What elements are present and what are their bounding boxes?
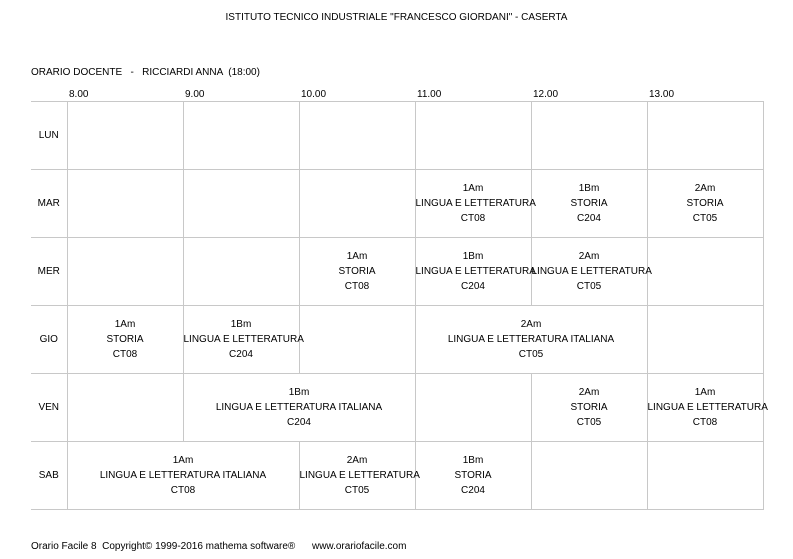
empty-slot	[183, 170, 299, 238]
empty-slot	[183, 102, 299, 170]
lesson-class: 1Am	[462, 183, 484, 194]
lesson-subject: STORIA	[686, 198, 724, 209]
lesson-subject: STORIA	[570, 198, 608, 209]
empty-slot	[299, 170, 415, 238]
empty-slot	[647, 442, 763, 510]
hour-label: 9.00	[185, 89, 205, 100]
empty-slot	[299, 306, 415, 374]
day-label: MAR	[31, 170, 67, 238]
lesson-subject: LINGUA E LETTERATURA	[299, 470, 420, 481]
empty-slot	[531, 102, 647, 170]
lesson-subject: STORIA	[106, 334, 144, 345]
lesson-subject: STORIA	[338, 266, 376, 277]
school-title: ISTITUTO TECNICO INDUSTRIALE "FRANCESCO GIORDANI" - CASERTA	[225, 12, 568, 23]
lesson-subject: LINGUA E LETTERATURA	[183, 334, 304, 345]
lesson-room: C204	[287, 417, 311, 428]
lesson-class: 2Am	[578, 251, 600, 262]
day-row	[31, 374, 763, 442]
lesson-cell	[299, 238, 415, 306]
hour-label: 10.00	[301, 89, 327, 100]
lesson-cell	[67, 442, 299, 510]
empty-slot	[67, 170, 183, 238]
day-label: GIO	[31, 306, 67, 374]
empty-slot	[647, 306, 763, 374]
lesson-room: C204	[461, 281, 485, 292]
lesson-cell	[183, 374, 415, 442]
lesson-subject: STORIA	[454, 470, 492, 481]
lesson-class: 1Bm	[578, 183, 600, 194]
lesson-class: 1Am	[114, 319, 136, 330]
lesson-room: C204	[461, 485, 485, 496]
lesson-room: C204	[577, 213, 601, 224]
hour-label: 13.00	[649, 89, 675, 100]
day-label: MER	[31, 238, 67, 306]
empty-slot	[415, 102, 531, 170]
empty-slot	[531, 442, 647, 510]
empty-slot	[67, 374, 183, 442]
empty-slot	[67, 102, 183, 170]
lesson-class: 1Am	[346, 251, 368, 262]
lesson-room: CT08	[170, 485, 196, 496]
lesson-room: CT05	[576, 417, 602, 428]
lesson-cell	[531, 374, 647, 442]
lesson-cell	[415, 170, 536, 238]
lesson-cell	[415, 238, 536, 306]
lesson-class: 1Am	[694, 387, 716, 398]
lesson-class: 2Am	[578, 387, 600, 398]
lesson-subject: LINGUA E LETTERATURA ITALIANA	[447, 334, 615, 345]
hour-label: 8.00	[69, 89, 89, 100]
lesson-class: 2Am	[694, 183, 716, 194]
lesson-cell	[531, 238, 652, 306]
hour-label: 11.00	[417, 89, 442, 100]
lesson-cell	[647, 170, 763, 238]
lesson-class: 1Bm	[288, 387, 310, 398]
day-row	[31, 238, 763, 306]
lesson-cell	[67, 306, 183, 374]
lesson-cell	[415, 306, 647, 374]
day-row	[31, 170, 763, 238]
timetable-grid	[31, 101, 768, 510]
copyright-footer: Orario Facile 8 Copyright© 1999-2016 mathema software® www.orariofacile.com	[31, 541, 407, 552]
lesson-subject: LINGUA E LETTERATURA ITALIANA	[99, 470, 267, 481]
lesson-room: CT08	[112, 349, 138, 360]
day-label: VEN	[31, 374, 67, 442]
empty-slot	[647, 102, 763, 170]
lesson-room: CT08	[460, 213, 486, 224]
empty-slot	[647, 238, 763, 306]
lesson-subject: STORIA	[570, 402, 608, 413]
lesson-cell	[299, 442, 420, 510]
lesson-subject: LINGUA E LETTERATURA	[647, 402, 768, 413]
lesson-room: CT05	[576, 281, 602, 292]
lesson-class: 2Am	[346, 455, 368, 466]
empty-slot	[67, 238, 183, 306]
lesson-room: CT05	[692, 213, 718, 224]
day-label: LUN	[31, 102, 67, 170]
teacher-schedule-label: ORARIO DOCENTE - RICCIARDI ANNA (18:00)	[31, 67, 260, 78]
empty-slot	[415, 374, 531, 442]
empty-slot	[183, 238, 299, 306]
lesson-room: CT08	[692, 417, 718, 428]
lesson-class: 1Am	[172, 455, 194, 466]
lesson-subject: LINGUA E LETTERATURA	[415, 198, 536, 209]
lesson-class: 1Bm	[462, 251, 484, 262]
day-row	[31, 306, 763, 374]
lesson-cell	[183, 306, 304, 374]
lesson-class: 1Bm	[230, 319, 252, 330]
lesson-room: C204	[229, 349, 253, 360]
lesson-class: 1Bm	[462, 455, 484, 466]
lesson-cell	[531, 170, 647, 238]
lesson-room: CT05	[344, 485, 370, 496]
lesson-cell	[415, 442, 531, 510]
day-label: SAB	[31, 442, 67, 510]
day-row	[31, 102, 763, 170]
lesson-subject: LINGUA E LETTERATURA	[531, 266, 652, 277]
lesson-class: 2Am	[520, 319, 542, 330]
lesson-cell	[647, 374, 768, 442]
hour-label: 12.00	[533, 89, 559, 100]
lesson-subject: LINGUA E LETTERATURA ITALIANA	[215, 402, 383, 413]
empty-slot	[299, 102, 415, 170]
lesson-room: CT05	[518, 349, 544, 360]
lesson-subject: LINGUA E LETTERATURA	[415, 266, 536, 277]
lesson-room: CT08	[344, 281, 370, 292]
day-row	[31, 442, 763, 510]
